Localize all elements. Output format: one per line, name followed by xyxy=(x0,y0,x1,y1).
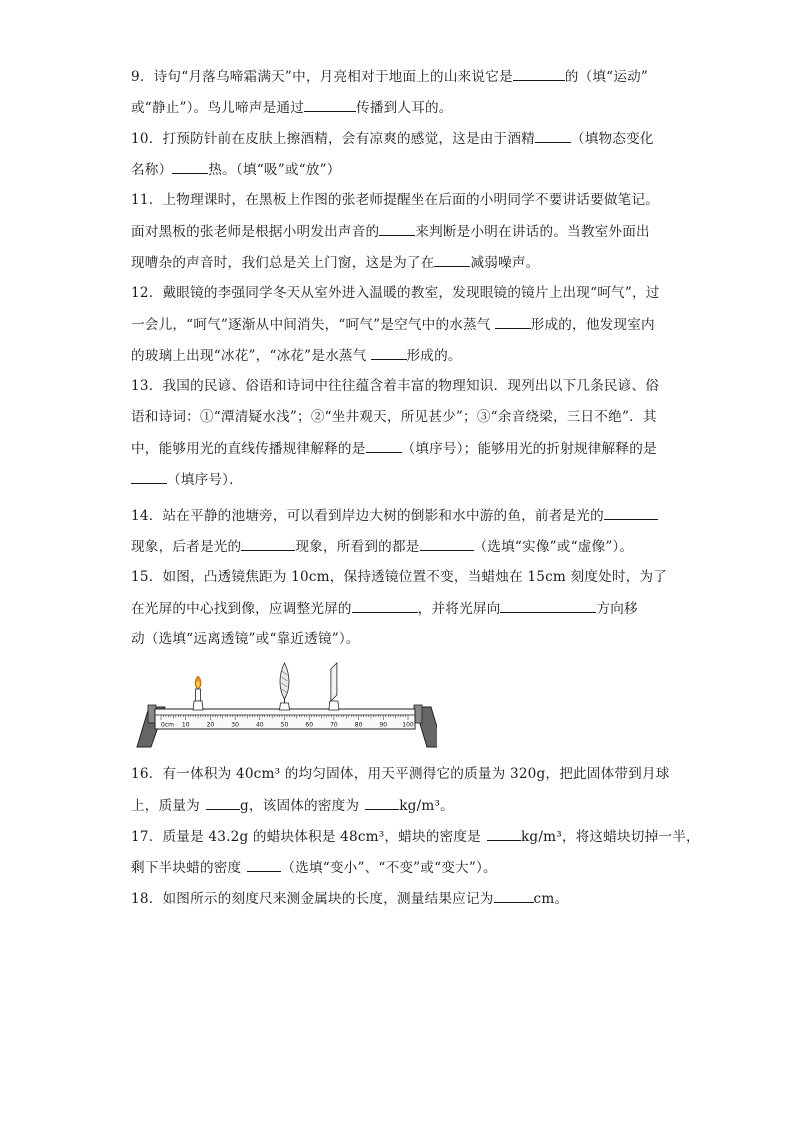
q15-line3: 动（选填“远离透镜”或“靠近透镜”）。 xyxy=(131,631,360,647)
q17-blank-1[interactable] xyxy=(487,828,521,841)
screen-panel xyxy=(331,663,337,701)
q18-text: 18．如图所示的刻度尺来测金属块的长度，测量结果应记为 xyxy=(131,891,494,907)
q18-blank-1[interactable] xyxy=(494,890,534,903)
q16-blank-1[interactable] xyxy=(206,797,240,810)
q11-line2 xyxy=(131,223,650,240)
q13-line3 xyxy=(131,440,657,457)
q12-line3 xyxy=(131,347,462,364)
scale-tick-label: 10 xyxy=(181,721,190,729)
q14-text: 现象，所看到的都是 xyxy=(295,539,420,555)
q14-text: 现象，后者是光的 xyxy=(131,539,242,555)
q11-text: 面对黑板的张老师是根据小明发出声音的 xyxy=(131,224,380,240)
q16-line2 xyxy=(131,797,454,814)
scale-tick-label: 30 xyxy=(231,721,239,729)
q12-line1: 12．戴眼镜的李强同学冬天从室外进入温暖的教室，发现眼镜的镜片上出现“呵气”，过 xyxy=(131,285,660,301)
q12-text: 形成的。 xyxy=(406,348,462,364)
scale-tick-label: 90 xyxy=(379,721,388,729)
q15-line1: 15．如图，凸透镜焦距为 10cm，保持透镜位置不变，当蜡烛在 15cm 刻度处时，为了 xyxy=(131,569,668,585)
q18-line1 xyxy=(131,890,568,907)
q13-blank-1[interactable] xyxy=(366,440,402,453)
q15-blank-1[interactable] xyxy=(352,600,418,613)
q12-line2 xyxy=(131,316,655,333)
q11-text: 减弱噪声。 xyxy=(470,255,540,271)
q17-text: （选填“变小”、“不变”或“变大”）。 xyxy=(281,860,497,876)
q9-line2 xyxy=(131,99,453,116)
q10-text: 热。（填“吸”或“放”） xyxy=(208,162,341,178)
q13-blank-2[interactable] xyxy=(131,471,167,484)
flame-core xyxy=(196,681,199,687)
q11-text: 现嘈杂的声音时，我们总是关上门窗，这是为了在 xyxy=(131,255,435,271)
q13-text: 中，能够用光的直线传播规律解释的是 xyxy=(131,441,366,457)
q16-blank-2[interactable] xyxy=(365,797,399,810)
q9-text: 的（填“运动” xyxy=(564,69,649,85)
q15-text: 在光屏的中心找到像，应调整光屏的 xyxy=(131,601,352,617)
q10-line2 xyxy=(131,161,341,178)
q9-text: 传播到人耳的。 xyxy=(356,100,453,116)
candle-holder xyxy=(193,701,203,710)
q9-text: 9．诗句“月落乌啼霜满天”中，月亮相对于地面上的山来说它是 xyxy=(131,69,513,85)
scale-tick-label: 50 xyxy=(280,721,289,729)
lens-holder xyxy=(280,703,290,710)
q12-blank-1[interactable] xyxy=(495,316,531,329)
q9-line1 xyxy=(131,68,648,85)
convex-lens xyxy=(280,663,290,710)
q10-blank-1[interactable] xyxy=(535,130,571,143)
q11-text: 来判断是小明在讲话的。当教室外面出 xyxy=(415,224,650,240)
q17-text: 剩下半块蜡的密度 xyxy=(131,860,242,876)
q14-text: （选填“实像”或“虚像”）。 xyxy=(473,539,634,555)
q10-blank-2[interactable] xyxy=(172,161,208,174)
lens-glass xyxy=(280,663,289,699)
q17-text: kg/m³，将这蜡块切掉一半， xyxy=(520,829,700,845)
q13-line4 xyxy=(131,471,243,488)
candle-body xyxy=(196,689,201,701)
q9-blank-1[interactable] xyxy=(513,68,565,81)
scale-tick-label: 80 xyxy=(354,721,363,729)
q10-text: （填物态变化 xyxy=(570,131,654,147)
q11-blank-2[interactable] xyxy=(434,254,470,267)
q11-line3 xyxy=(131,254,539,271)
bench-unit-label: 0cm xyxy=(161,721,174,729)
q16-text: kg/m³。 xyxy=(399,798,454,814)
q16-text: 上，质量为 xyxy=(131,798,200,814)
q15-line2 xyxy=(131,600,638,617)
q15-text: 方向移 xyxy=(596,601,638,617)
q14-blank-3[interactable] xyxy=(420,538,474,551)
q13-text: （填序号）；能够用光的折射规律解释的是 xyxy=(401,441,657,457)
scale-tick-label: 70 xyxy=(330,721,338,729)
q10-text: 10．打预防针前在皮肤上擦酒精，会有凉爽的感觉，这是由于酒精 xyxy=(131,131,535,147)
q12-text: 的玻璃上出现“冰花”，“冰花”是水蒸气 xyxy=(131,348,367,364)
q12-text: 一会儿，“呵气”逐渐从中间消失，“呵气”是空气中的水蒸气 xyxy=(131,317,491,333)
q13-line1: 13．我国的民谚、俗语和诗词中往往蕴含着丰富的物理知识．现列出以下几条民谚、俗 xyxy=(131,378,660,394)
q9-blank-2[interactable] xyxy=(304,99,356,112)
optical-bench-diagram xyxy=(131,655,437,750)
q18-text: cm。 xyxy=(533,891,569,907)
q14-text: 14．站在平静的池塘旁，可以看到岸边大树的倒影和水中游的鱼，前者是光的 xyxy=(131,508,604,524)
q14-blank-2[interactable] xyxy=(241,538,295,551)
scale-tick-label: 60 xyxy=(305,721,314,729)
candle xyxy=(193,676,203,710)
q15-text: ，并将光屏向 xyxy=(417,601,501,617)
scale-tick-label: 100 xyxy=(402,721,414,729)
q17-line1 xyxy=(131,828,700,845)
screen-holder xyxy=(329,701,339,710)
q14-line2 xyxy=(131,538,633,555)
scale-tick-label: 40 xyxy=(255,721,264,729)
q16-text: g，该固体的密度为 xyxy=(239,798,360,814)
q12-blank-2[interactable] xyxy=(371,347,407,360)
q14-blank-1[interactable] xyxy=(604,507,658,520)
q17-line2 xyxy=(131,859,497,876)
q14-line1 xyxy=(131,507,658,524)
q15-blank-2[interactable] xyxy=(500,600,596,613)
q10-text: 名称） xyxy=(131,162,173,178)
q10-line1 xyxy=(131,130,654,147)
q12-text: 形成的，他发现室内 xyxy=(530,317,655,333)
q9-text: 或“静止”）。鸟儿啼声是通过 xyxy=(131,100,305,116)
q17-blank-2[interactable] xyxy=(247,859,281,872)
scale-tick-label: 20 xyxy=(206,721,215,729)
q17-text: 17．质量是 43.2g 的蜡块体积是 48cm³，蜡块的密度是 xyxy=(131,829,481,845)
light-screen xyxy=(329,663,339,710)
q16-line1: 16．有一体积为 40cm³ 的均匀固体，用天平测得它的质量为 320g，把此固体带到月球 xyxy=(131,766,670,782)
q13-line2: 语和诗词：①“潭清疑水浅”；②“坐井观天，所见甚少”；③“余音绕梁，三日不绝”．其 xyxy=(131,409,657,425)
q11-blank-1[interactable] xyxy=(379,223,415,236)
q13-text: （填序号）． xyxy=(167,472,243,488)
q11-line1: 11．上物理课时，在黑板上作图的张老师提醒坐在后面的小明同学不要讲话要做笔记。 xyxy=(131,192,660,208)
